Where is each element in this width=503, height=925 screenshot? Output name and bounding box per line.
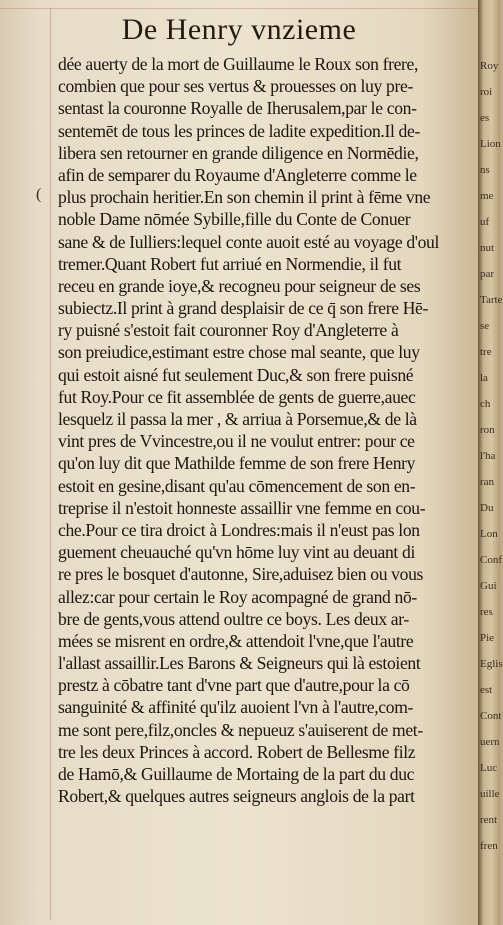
text-line: vint pres de Vvincestre,ou il ne voulut entrer: pour ce <box>58 431 415 452</box>
text-line: subiectz.Il print à grand desplaisir de ce q̄ son frere Hē- <box>58 298 429 319</box>
facing-page-fragment: tre <box>480 346 492 358</box>
facing-page-fragment: se <box>480 320 490 332</box>
text-line: plus prochain heritier.En son chemin il print à fēme vne <box>58 187 431 208</box>
facing-page-fragment: Lion <box>480 138 501 150</box>
text-line: bre de gents,vous attend oultre ce boys. Les deux ar- <box>58 608 409 629</box>
text-line: receu en grande ioye,& recogneu pour seigneur de ses <box>58 275 421 296</box>
facing-page-fragment: roi <box>480 86 493 98</box>
facing-page-fragment: la <box>480 372 488 384</box>
facing-page-fragment: uille <box>480 788 500 800</box>
text-line: de Hamō,& Guillaume de Mortaing de la part du duc <box>58 764 415 784</box>
facing-page-fragment: Conf <box>480 554 502 566</box>
text-line: che.Pour ce tira droict à Londres:mais il n'eust pas lon <box>58 519 420 540</box>
text-line: Robert,& quelques autres seigneurs anglois de la part <box>58 786 415 807</box>
text-line: re pres le bosquet d'autonne, Sire,aduisez bien ou vous <box>58 564 424 585</box>
facing-page-fragment: Roy <box>480 60 499 72</box>
facing-page-fragment: Du <box>480 502 494 514</box>
facing-page-fragment: est <box>480 684 493 696</box>
facing-page-fragment: ran <box>480 476 495 488</box>
text-line: prestz à cōbatre tant d'vne part que d'autre,pour la cō <box>58 675 410 696</box>
facing-page-fragment: me <box>480 190 494 202</box>
text-line: fut Roy.Pour ce fit assemblée de gents de guerre,auec <box>58 386 416 407</box>
text-line: son preiudice,estimant estre chose mal seante, que luy <box>58 342 420 363</box>
facing-page-fragment: Tarte <box>480 294 503 306</box>
text-line: allez:car pour certain le Roy acompagné de grand nō- <box>58 586 417 607</box>
text-line: noble Dame nōmée Sybille,fille du Conte de Conuer <box>58 209 411 230</box>
facing-page-fragment: ron <box>480 424 495 436</box>
text-line: tremer.Quant Robert fut arriué en Normendie, il fut <box>58 253 402 274</box>
text-line: sanguinité & affinité qu'ilz auoient l'vn à l'autre,com- <box>58 697 414 718</box>
text-line: sentemēt de tous les princes de ladite expedition.Il de- <box>58 120 420 141</box>
facing-page-fragment: es <box>480 112 490 124</box>
text-line: tre les deux Princes à accord. Robert de Bellesme filz <box>58 741 416 762</box>
facing-page-fragment: Pie <box>480 632 495 644</box>
facing-page-fragment: Eglis <box>480 658 503 670</box>
text-line: sane & de Iulliers:lequel conte auoit esté au voyage d'oul <box>58 231 440 252</box>
main-text-block <box>58 53 478 807</box>
facing-page-fragment: rent <box>480 814 498 826</box>
text-line: dée auerty de la mort de Guillaume le Roux son frere, <box>58 54 419 74</box>
ruled-line-top <box>0 8 478 9</box>
facing-page-fragment: nut <box>480 242 495 254</box>
text-line: guement cheuauché qu'vn hōme luy vint au deuant di <box>58 542 415 563</box>
text-line: libera sen retourner en grande diligence en Normēdie, <box>58 142 419 163</box>
text-line: mées se misrent en ordre,& attendoit l'vne,que l'autre <box>58 630 414 651</box>
ruled-margin-line <box>50 8 51 920</box>
facing-page-fragment: uern <box>480 736 500 748</box>
facing-page-fragment: uf <box>480 216 490 228</box>
text-line: qu'on luy dit que Mathilde femme de son frere Henry <box>58 453 416 474</box>
facing-page-fragment: par <box>480 268 495 280</box>
text-line: afin de semparer du Royaume d'Angleterre comme le <box>58 164 417 185</box>
text-line: sentast la couronne Royalle de Iherusalem,par le con- <box>58 98 417 119</box>
text-line: qui estoit aisné fut seulement Duc,& son frere puisné <box>58 364 414 385</box>
margin-mark: ( <box>36 186 42 203</box>
text-line: l'allast assaillir.Les Barons & Seigneurs qui là estoient <box>58 653 421 674</box>
facing-page-fragment: ch <box>480 398 491 410</box>
text-line: estoit en gesine,disant qu'au cōmencement de son en- <box>58 475 416 496</box>
facing-page-fragment: Cont <box>480 710 502 722</box>
facing-page-fragment: fren <box>480 840 498 852</box>
facing-page-fragment: Gui <box>480 580 497 592</box>
text-line: ry puisné s'estoit fait couronner Roy d'Angleterre à <box>58 320 399 341</box>
facing-page-edge <box>478 0 503 925</box>
facing-page-fragment: Lon <box>480 528 498 540</box>
text-line: lesquelz il passa la mer , & arriua à Porsemue,& de là <box>58 409 417 429</box>
text-line: combien que pour ses vertus & prouesses on luy pre- <box>58 76 413 97</box>
facing-page-fragment: Luc <box>480 762 498 774</box>
text-line: treprise il n'estoit honneste assaillir vne femme en cou- <box>58 497 426 518</box>
facing-page-fragment: l'ha <box>480 450 496 462</box>
text-line: me sont pere,filz,oncles & nepueuz s'auiserent de met- <box>58 719 423 740</box>
facing-page-fragment: res <box>480 606 493 618</box>
facing-page-fragment: ns <box>480 164 490 176</box>
running-title: De Henry vnzieme <box>121 13 357 46</box>
